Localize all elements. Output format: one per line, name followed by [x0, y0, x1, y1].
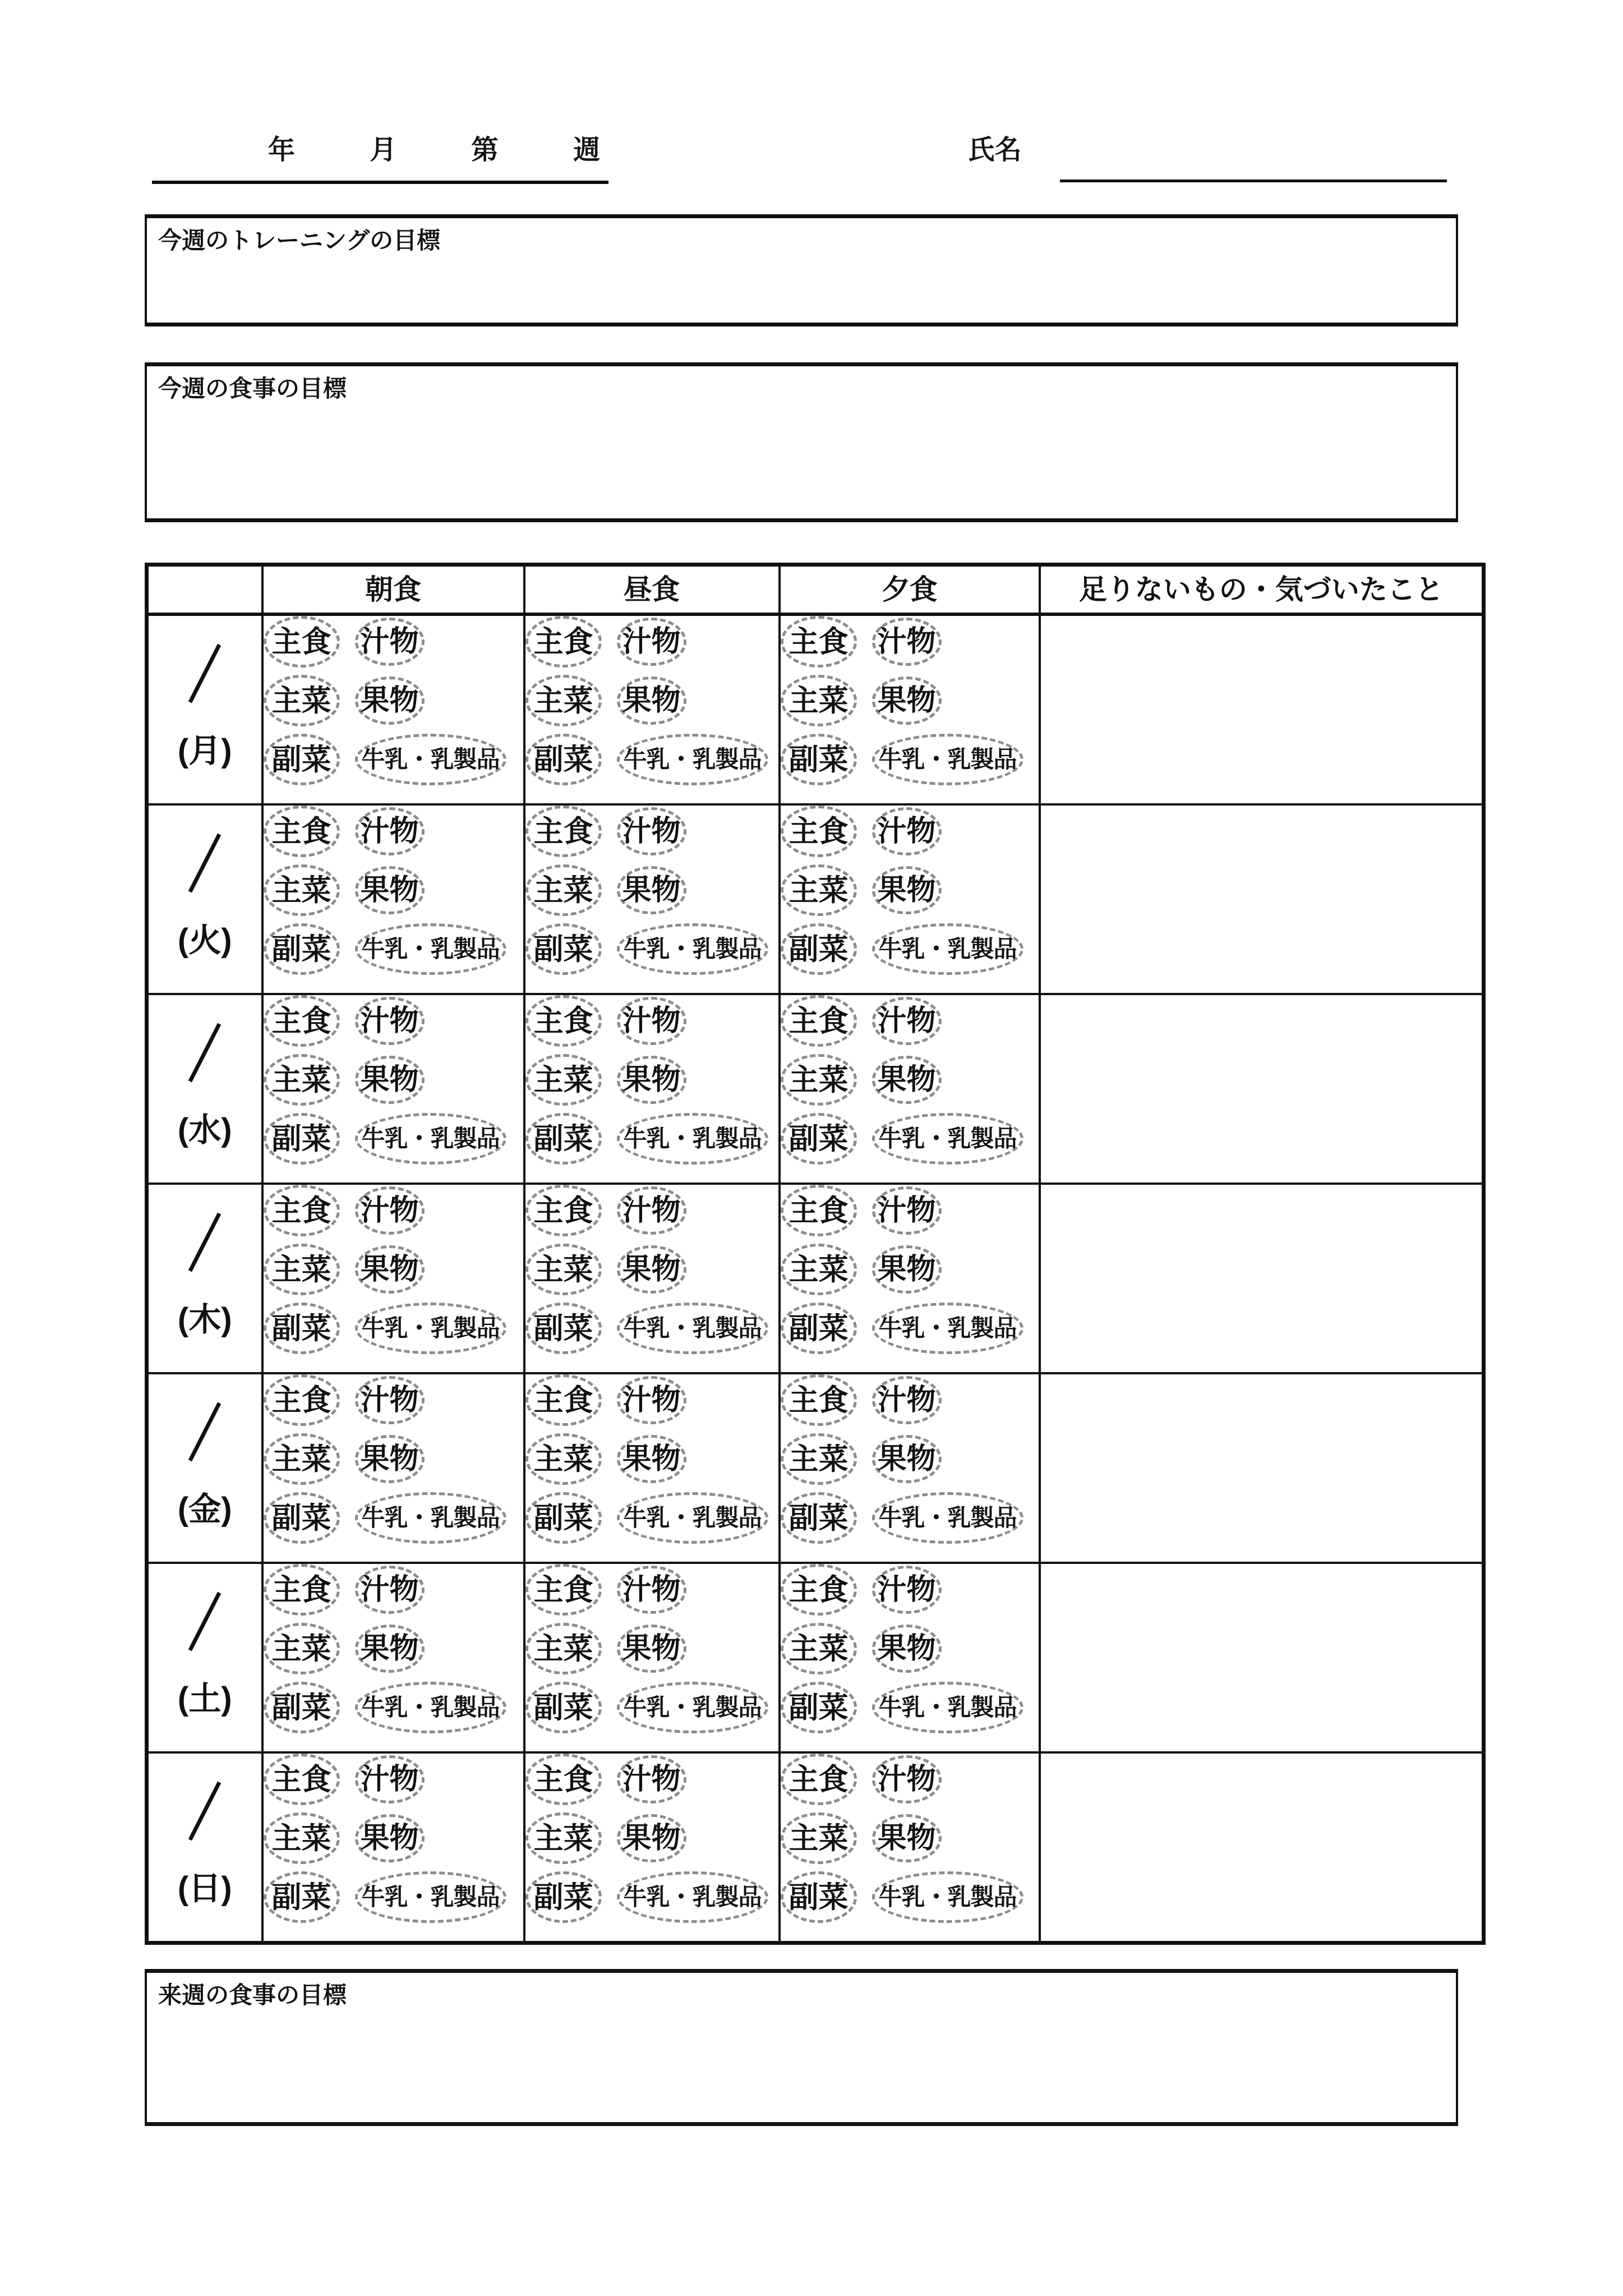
meal-cell-lunch [524, 804, 780, 994]
oval-row [264, 1564, 523, 1616]
food-oval-staple: 主食 [264, 1374, 340, 1426]
oval-row [525, 1812, 778, 1864]
oval-row [525, 1374, 778, 1426]
oval-row [781, 1812, 1039, 1864]
food-oval-staple: 主食 [525, 1374, 602, 1426]
day-label: (日) [177, 1870, 232, 1907]
oval-row [781, 1433, 1039, 1485]
name-label: 氏名 [968, 135, 1022, 165]
meal-cell-lunch [524, 1184, 780, 1373]
meal-cell-breakfast [262, 1563, 524, 1752]
food-oval-side: 副菜 [781, 1492, 857, 1544]
day-cell [147, 614, 262, 804]
week-label: 週 [573, 135, 600, 165]
food-oval-main: 主菜 [781, 1433, 857, 1485]
meal-cell-breakfast [262, 994, 524, 1184]
food-oval-soup: 汁物 [355, 618, 425, 666]
food-oval-fruit: 果物 [355, 1435, 425, 1483]
notes-cell [1040, 804, 1484, 994]
day-cell [147, 1373, 262, 1563]
meal-cell-lunch [524, 1563, 780, 1752]
oval-row [781, 1244, 1039, 1295]
oval-row [781, 864, 1039, 916]
oval-row [525, 1054, 778, 1106]
food-oval-staple: 主食 [264, 1564, 340, 1616]
food-oval-fruit: 果物 [355, 1814, 425, 1862]
date-slash [188, 1213, 221, 1272]
food-oval-dairy: 牛乳・乳製品 [872, 1492, 1023, 1544]
meal-cell-breakfast [262, 614, 524, 804]
oval-row [781, 923, 1039, 975]
oval-row [525, 675, 778, 726]
date-header [268, 137, 600, 164]
training-goal-label: 今週のトレーニングの目標 [158, 227, 441, 254]
meal-table-body [147, 614, 1484, 1943]
food-oval-staple: 主食 [264, 1754, 340, 1805]
food-oval-side: 副菜 [264, 1492, 340, 1544]
day-label: (土) [177, 1681, 232, 1717]
food-oval-side: 副菜 [264, 734, 340, 785]
food-oval-staple: 主食 [525, 1754, 602, 1805]
food-oval-fruit: 果物 [872, 1814, 942, 1862]
oval-row [525, 1564, 778, 1616]
notes-cell [1040, 1752, 1484, 1943]
oval-row [781, 995, 1039, 1047]
oval-row [525, 616, 778, 668]
food-oval-fruit: 果物 [355, 866, 425, 914]
food-oval-side: 副菜 [525, 1113, 602, 1165]
oval-row [264, 1871, 523, 1923]
oval-row [264, 1682, 523, 1733]
food-oval-soup: 汁物 [617, 1566, 686, 1614]
oval-row [264, 1303, 523, 1354]
oval-row [525, 1303, 778, 1354]
table-row [147, 1184, 1484, 1373]
food-oval-dairy: 牛乳・乳製品 [617, 1492, 768, 1544]
day-cell [147, 804, 262, 994]
oval-row [264, 1623, 523, 1674]
oval-row [525, 1492, 778, 1544]
food-oval-soup: 汁物 [617, 618, 686, 666]
next-week-goal-label: 来週の食事の目標 [158, 1982, 347, 2008]
food-oval-side: 副菜 [264, 1871, 340, 1923]
food-oval-soup: 汁物 [355, 1566, 425, 1614]
food-oval-soup: 汁物 [872, 1376, 942, 1424]
oval-row [781, 1492, 1039, 1544]
notes-cell [1040, 1563, 1484, 1752]
oval-row [525, 1185, 778, 1236]
oval-row [781, 1682, 1039, 1733]
food-oval-side: 副菜 [781, 1871, 857, 1923]
year-label: 年 [268, 135, 296, 165]
food-oval-side: 副菜 [781, 734, 857, 785]
food-oval-dairy: 牛乳・乳製品 [355, 1492, 506, 1544]
day-label: (月) [177, 733, 232, 769]
food-oval-main: 主菜 [264, 675, 340, 726]
food-oval-dairy: 牛乳・乳製品 [617, 1303, 768, 1354]
food-oval-main: 主菜 [264, 1623, 340, 1674]
food-oval-staple: 主食 [264, 616, 340, 668]
food-oval-side: 副菜 [525, 1303, 602, 1354]
oval-row [264, 806, 523, 857]
oval-row [525, 734, 778, 785]
notes-cell [1040, 994, 1484, 1184]
food-oval-staple: 主食 [264, 995, 340, 1047]
oval-row [525, 1682, 778, 1733]
food-oval-main: 主菜 [264, 1433, 340, 1485]
day-label: (金) [177, 1491, 232, 1527]
food-oval-dairy: 牛乳・乳製品 [617, 734, 768, 785]
day-label: (火) [177, 922, 232, 959]
oval-row [264, 1812, 523, 1864]
food-oval-soup: 汁物 [872, 997, 942, 1045]
food-oval-dairy: 牛乳・乳製品 [872, 1871, 1023, 1923]
food-oval-soup: 汁物 [355, 997, 425, 1045]
food-oval-fruit: 果物 [617, 1625, 686, 1673]
next-week-goal-box [145, 1969, 1458, 2126]
oval-row [781, 1754, 1039, 1805]
food-oval-main: 主菜 [264, 864, 340, 916]
meal-cell-dinner [780, 1752, 1040, 1943]
table-row [147, 1563, 1484, 1752]
column-header-lunch: 昼食 [524, 565, 780, 615]
food-oval-soup: 汁物 [617, 1376, 686, 1424]
food-oval-main: 主菜 [781, 1812, 857, 1864]
notes-cell [1040, 614, 1484, 804]
oval-row [781, 1185, 1039, 1236]
food-oval-main: 主菜 [781, 1244, 857, 1295]
meal-cell-dinner [780, 1563, 1040, 1752]
date-slash [188, 834, 221, 893]
food-oval-side: 副菜 [525, 734, 602, 785]
food-oval-dairy: 牛乳・乳製品 [617, 923, 768, 975]
food-oval-side: 副菜 [264, 923, 340, 975]
month-label: 月 [370, 135, 397, 165]
food-oval-dairy: 牛乳・乳製品 [355, 923, 506, 975]
food-oval-dairy: 牛乳・乳製品 [355, 1682, 506, 1733]
column-header-notes: 足りないもの・気づいたこと [1040, 565, 1484, 615]
oval-row [781, 616, 1039, 668]
oval-row [525, 1623, 778, 1674]
food-oval-soup: 汁物 [617, 1755, 686, 1803]
meal-cell-breakfast [262, 1752, 524, 1943]
notes-cell [1040, 1184, 1484, 1373]
meal-cell-breakfast [262, 1184, 524, 1373]
date-slash [188, 1592, 221, 1651]
food-oval-side: 副菜 [264, 1113, 340, 1165]
food-oval-dairy: 牛乳・乳製品 [872, 1682, 1023, 1733]
meal-goal-box [145, 362, 1458, 522]
food-oval-soup: 汁物 [355, 1376, 425, 1424]
day-cell [147, 994, 262, 1184]
food-oval-fruit: 果物 [872, 1435, 942, 1483]
food-oval-main: 主菜 [525, 1623, 602, 1674]
day-cell [147, 1752, 262, 1943]
oval-row [781, 1623, 1039, 1674]
food-oval-staple: 主食 [264, 806, 340, 857]
oval-row [264, 616, 523, 668]
oval-row [264, 1433, 523, 1485]
table-header-row [147, 565, 1484, 615]
name-write-line [1060, 180, 1447, 182]
food-oval-fruit: 果物 [617, 677, 686, 725]
food-oval-fruit: 果物 [617, 866, 686, 914]
food-oval-side: 副菜 [264, 1682, 340, 1733]
food-oval-soup: 汁物 [617, 1186, 686, 1235]
table-row [147, 614, 1484, 804]
food-oval-soup: 汁物 [872, 807, 942, 855]
food-oval-side: 副菜 [525, 1492, 602, 1544]
notes-cell [1040, 1373, 1484, 1563]
meal-cell-breakfast [262, 804, 524, 994]
food-oval-dairy: 牛乳・乳製品 [617, 1682, 768, 1733]
date-slash [188, 1023, 221, 1083]
food-oval-side: 副菜 [264, 1303, 340, 1354]
food-oval-soup: 汁物 [355, 1755, 425, 1803]
food-oval-staple: 主食 [781, 995, 857, 1047]
food-oval-soup: 汁物 [872, 618, 942, 666]
column-header-dinner: 夕食 [780, 565, 1040, 615]
food-oval-fruit: 果物 [617, 1056, 686, 1104]
oval-row [264, 1113, 523, 1165]
oval-row [525, 1754, 778, 1805]
meal-goal-label: 今週の食事の目標 [158, 375, 347, 402]
food-oval-staple: 主食 [525, 806, 602, 857]
food-oval-dairy: 牛乳・乳製品 [355, 734, 506, 785]
food-oval-soup: 汁物 [872, 1566, 942, 1614]
food-oval-main: 主菜 [525, 1244, 602, 1295]
oval-row [781, 1054, 1039, 1106]
food-oval-side: 副菜 [781, 1303, 857, 1354]
food-oval-staple: 主食 [781, 1754, 857, 1805]
food-oval-main: 主菜 [525, 1433, 602, 1485]
date-slash [188, 1782, 221, 1841]
food-oval-fruit: 果物 [355, 1245, 425, 1294]
food-oval-main: 主菜 [525, 1054, 602, 1106]
food-oval-staple: 主食 [525, 1185, 602, 1236]
corner-cell [147, 565, 262, 615]
oval-row [264, 995, 523, 1047]
oval-row [264, 864, 523, 916]
food-oval-staple: 主食 [781, 806, 857, 857]
food-oval-soup: 汁物 [872, 1186, 942, 1235]
food-oval-main: 主菜 [264, 1054, 340, 1106]
column-header-breakfast: 朝食 [262, 565, 524, 615]
meal-cell-dinner [780, 614, 1040, 804]
oval-row [264, 1374, 523, 1426]
oval-row [525, 1244, 778, 1295]
table-row [147, 804, 1484, 994]
food-oval-fruit: 果物 [355, 1625, 425, 1673]
food-oval-dairy: 牛乳・乳製品 [355, 1303, 506, 1354]
day-label: (水) [177, 1112, 232, 1148]
food-oval-fruit: 果物 [355, 677, 425, 725]
meal-cell-lunch [524, 1752, 780, 1943]
weekly-meal-table [145, 563, 1486, 1945]
food-oval-dairy: 牛乳・乳製品 [872, 923, 1023, 975]
oval-row [781, 1374, 1039, 1426]
date-slash [188, 1402, 221, 1462]
training-goal-box [145, 214, 1458, 326]
oval-row [264, 923, 523, 975]
oval-row [781, 675, 1039, 726]
food-oval-soup: 汁物 [617, 807, 686, 855]
oval-row [781, 1113, 1039, 1165]
food-oval-main: 主菜 [781, 675, 857, 726]
oval-row [525, 923, 778, 975]
food-oval-main: 主菜 [781, 864, 857, 916]
oval-row [781, 1871, 1039, 1923]
food-oval-fruit: 果物 [617, 1814, 686, 1862]
day-label: (木) [177, 1301, 232, 1338]
food-oval-fruit: 果物 [872, 1056, 942, 1104]
food-oval-side: 副菜 [781, 923, 857, 975]
food-oval-soup: 汁物 [617, 997, 686, 1045]
food-oval-main: 主菜 [781, 1623, 857, 1674]
table-row [147, 1373, 1484, 1563]
oval-row [781, 1303, 1039, 1354]
meal-cell-dinner [780, 804, 1040, 994]
food-oval-staple: 主食 [525, 995, 602, 1047]
food-oval-main: 主菜 [264, 1244, 340, 1295]
food-oval-main: 主菜 [525, 675, 602, 726]
meal-cell-dinner [780, 994, 1040, 1184]
oval-row [781, 806, 1039, 857]
oval-row [264, 1492, 523, 1544]
date-write-line [152, 181, 608, 184]
food-oval-side: 副菜 [781, 1682, 857, 1733]
food-oval-staple: 主食 [781, 1564, 857, 1616]
ordinal-label: 第 [471, 135, 499, 165]
food-oval-staple: 主食 [525, 616, 602, 668]
oval-row [525, 1113, 778, 1165]
day-cell [147, 1563, 262, 1752]
food-oval-soup: 汁物 [355, 807, 425, 855]
meal-cell-breakfast [262, 1373, 524, 1563]
food-oval-fruit: 果物 [872, 1245, 942, 1294]
food-oval-fruit: 果物 [872, 1625, 942, 1673]
day-cell [147, 1184, 262, 1373]
food-oval-main: 主菜 [525, 1812, 602, 1864]
food-oval-fruit: 果物 [617, 1435, 686, 1483]
food-oval-main: 主菜 [781, 1054, 857, 1106]
table-row [147, 1752, 1484, 1943]
food-oval-dairy: 牛乳・乳製品 [617, 1113, 768, 1165]
oval-row [525, 864, 778, 916]
food-oval-dairy: 牛乳・乳製品 [617, 1871, 768, 1923]
food-oval-fruit: 果物 [872, 677, 942, 725]
food-oval-main: 主菜 [525, 864, 602, 916]
food-oval-side: 副菜 [781, 1113, 857, 1165]
food-oval-staple: 主食 [781, 1374, 857, 1426]
food-oval-staple: 主食 [264, 1185, 340, 1236]
food-oval-fruit: 果物 [617, 1245, 686, 1294]
food-oval-staple: 主食 [525, 1564, 602, 1616]
food-oval-dairy: 牛乳・乳製品 [355, 1113, 506, 1165]
oval-row [264, 1244, 523, 1295]
oval-row [264, 1054, 523, 1106]
oval-row [264, 1754, 523, 1805]
oval-row [264, 675, 523, 726]
food-oval-soup: 汁物 [872, 1755, 942, 1803]
date-slash [188, 644, 221, 703]
oval-row [781, 1564, 1039, 1616]
food-oval-dairy: 牛乳・乳製品 [872, 1113, 1023, 1165]
food-oval-side: 副菜 [525, 923, 602, 975]
oval-row [264, 734, 523, 785]
food-oval-dairy: 牛乳・乳製品 [872, 734, 1023, 785]
food-oval-soup: 汁物 [355, 1186, 425, 1235]
food-oval-main: 主菜 [264, 1812, 340, 1864]
food-oval-dairy: 牛乳・乳製品 [355, 1871, 506, 1923]
oval-row [525, 1871, 778, 1923]
food-oval-side: 副菜 [525, 1871, 602, 1923]
food-oval-fruit: 果物 [355, 1056, 425, 1104]
food-oval-side: 副菜 [525, 1682, 602, 1733]
food-oval-staple: 主食 [781, 1185, 857, 1236]
food-oval-dairy: 牛乳・乳製品 [872, 1303, 1023, 1354]
meal-cell-dinner [780, 1373, 1040, 1563]
meal-cell-lunch [524, 994, 780, 1184]
meal-cell-lunch [524, 614, 780, 804]
oval-row [525, 806, 778, 857]
oval-row [525, 995, 778, 1047]
food-oval-staple: 主食 [781, 616, 857, 668]
meal-cell-dinner [780, 1184, 1040, 1373]
oval-row [525, 1433, 778, 1485]
table-row [147, 994, 1484, 1184]
food-oval-fruit: 果物 [872, 866, 942, 914]
oval-row [264, 1185, 523, 1236]
oval-row [781, 734, 1039, 785]
meal-cell-lunch [524, 1373, 780, 1563]
